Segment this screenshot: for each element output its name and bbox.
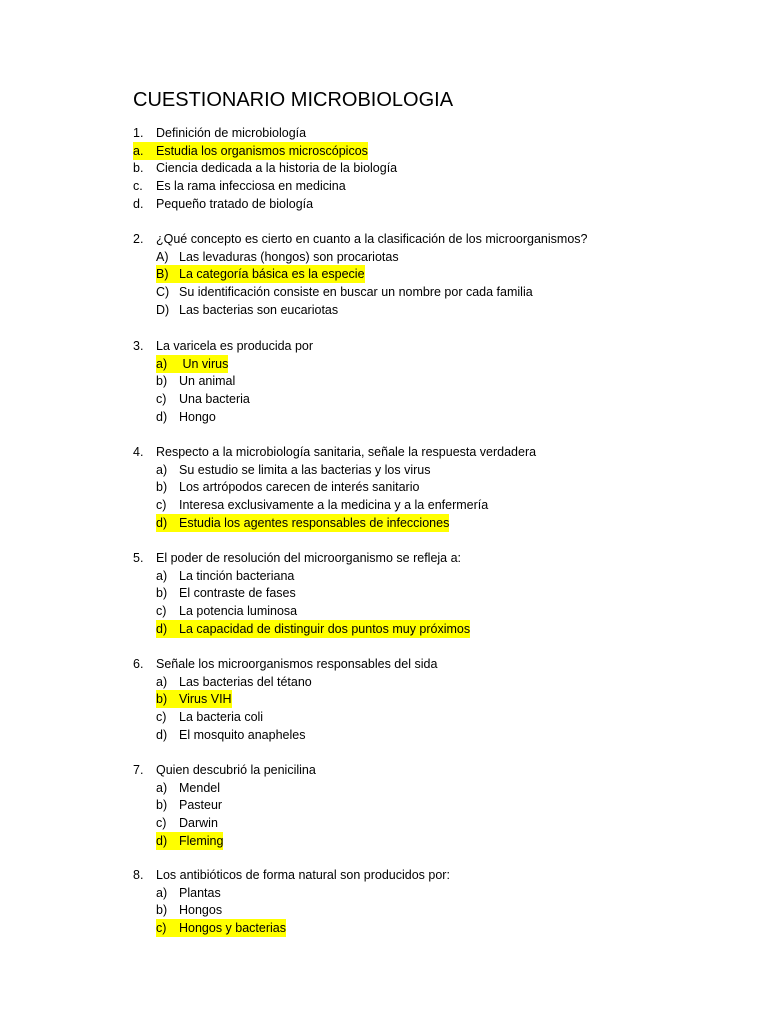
question-2-option-4-marker: D) bbox=[156, 302, 170, 317]
question-3-option-4-text: Hongo bbox=[179, 409, 216, 424]
question-2-option-2-marker: B) bbox=[156, 265, 179, 283]
question-2-text: ¿Qué concepto es cierto en cuanto a la clasificación de los microorganismos? bbox=[156, 232, 588, 246]
question-2-option-1-marker: A) bbox=[156, 249, 169, 264]
question-4-option-1-marker: a) bbox=[156, 462, 168, 477]
question-8-option-1-text: Plantas bbox=[179, 885, 221, 900]
question-4-option-4-marker: d) bbox=[156, 514, 179, 532]
question-2-option-3-marker: C) bbox=[156, 285, 170, 300]
question-5-option-2-marker: b) bbox=[156, 586, 168, 601]
question-4-option-1-text: Su estudio se limita a las bacterias y los virus bbox=[179, 462, 431, 477]
question-8-option-2-marker: b) bbox=[156, 903, 168, 918]
question-6-option-3-marker: c) bbox=[156, 710, 167, 725]
question-6-option-4-text: El mosquito anapheles bbox=[179, 727, 306, 742]
question-8-option-3-marker: c) bbox=[156, 919, 179, 937]
question-3-option-3-marker: c) bbox=[156, 392, 167, 407]
question-5-option-1-marker: a) bbox=[156, 568, 168, 583]
question-7-option-2-text: Pasteur bbox=[179, 798, 223, 813]
question-3-option-1-marker: a) bbox=[156, 355, 179, 373]
question-5-option-2-text: El contraste de fases bbox=[179, 586, 296, 601]
question-2-option-3-text: Su identificación consiste en buscar un nombre por cada familia bbox=[179, 285, 533, 300]
question-1-option-3-text: Es la rama infecciosa en medicina bbox=[156, 179, 346, 194]
question-6-option-2-marker: b) bbox=[156, 690, 179, 708]
question-3-text: La varicela es producida por bbox=[156, 339, 314, 353]
question-5-option-3-text: La potencia luminosa bbox=[179, 604, 298, 619]
question-3-marker: 3. bbox=[133, 339, 144, 353]
question-4-option-2-text: Los artrópodos carecen de interés sanitario bbox=[179, 480, 420, 495]
question-7-option-3-marker: c) bbox=[156, 816, 167, 831]
question-5-option-3-marker: c) bbox=[156, 604, 167, 619]
question-1-option-2-marker: b. bbox=[133, 161, 144, 176]
question-4-option-4-text: Estudia los agentes responsables de infecciones bbox=[179, 515, 450, 530]
question-7-option-1-marker: a) bbox=[156, 780, 168, 795]
question-8-option-1-marker: a) bbox=[156, 885, 168, 900]
question-3-option-2-text: Un animal bbox=[179, 374, 236, 389]
question-4-marker: 4. bbox=[133, 445, 144, 459]
question-4-text: Respecto a la microbiología sanitaria, señale la respuesta verdadera bbox=[156, 445, 537, 459]
question-5-option-4-marker: d) bbox=[156, 620, 179, 638]
question-7-option-1-text: Mendel bbox=[179, 780, 220, 795]
question-7-marker: 7. bbox=[133, 763, 144, 777]
document-title: CUESTIONARIO MICROBIOLOGIA bbox=[133, 89, 454, 111]
question-6-option-3-text: La bacteria coli bbox=[179, 710, 264, 725]
question-2-option-2-text: La categoría básica es la especie bbox=[179, 267, 365, 282]
question-2-option-4-text: Las bacterias son eucariotas bbox=[179, 302, 339, 317]
question-6-option-4-marker: d) bbox=[156, 727, 168, 742]
question-5-option-4-text: La capacidad de distinguir dos puntos muy próximos bbox=[179, 621, 471, 636]
question-5-option-1-text: La tinción bacteriana bbox=[179, 568, 295, 583]
question-1-option-3-marker: c. bbox=[133, 179, 143, 194]
question-7-option-3-text: Darwin bbox=[179, 816, 218, 831]
question-2-option-1-text: Las levaduras (hongos) son procariotas bbox=[179, 249, 399, 264]
question-5-text: El poder de resolución del microorganismo se refleja a: bbox=[156, 551, 462, 565]
question-7-option-4-text: Fleming bbox=[179, 833, 224, 848]
question-6-option-2-text: Virus VIH bbox=[179, 692, 232, 707]
question-8-option-3-text: Hongos y bacterias bbox=[179, 921, 287, 936]
question-3-option-4-marker: d) bbox=[156, 409, 168, 424]
question-7-option-2-marker: b) bbox=[156, 798, 168, 813]
question-6-option-1-text: Las bacterias del tétano bbox=[179, 674, 312, 689]
question-3-option-1-text: Un virus bbox=[179, 356, 229, 371]
question-8-marker: 8. bbox=[133, 868, 144, 882]
question-7-text: Quien descubrió la penicilina bbox=[156, 763, 316, 777]
question-1-option-1-marker: a. bbox=[133, 142, 156, 160]
question-1-marker: 1. bbox=[133, 126, 144, 140]
question-8-text: Los antibióticos de forma natural son producidos por: bbox=[156, 868, 450, 882]
question-1-option-2-text: Ciencia dedicada a la historia de la biología bbox=[156, 161, 398, 176]
question-3-option-3-text: Una bacteria bbox=[179, 392, 250, 407]
question-6-option-1-marker: a) bbox=[156, 674, 168, 689]
question-5-marker: 5. bbox=[133, 551, 144, 565]
question-7-option-4-marker: d) bbox=[156, 832, 179, 850]
question-1-text: Definición de microbiología bbox=[156, 126, 307, 140]
question-4-option-3-text: Interesa exclusivamente a la medicina y a la enfermería bbox=[179, 498, 489, 513]
question-1-option-1-text: Estudia los organismos microscópicos bbox=[156, 143, 368, 158]
question-8-option-2-text: Hongos bbox=[179, 903, 223, 918]
question-4-option-2-marker: b) bbox=[156, 480, 168, 495]
question-1-option-4-text: Pequeño tratado de biología bbox=[156, 196, 314, 211]
question-2-marker: 2. bbox=[133, 232, 144, 246]
question-6-text: Señale los microorganismos responsables del sida bbox=[156, 657, 438, 671]
question-1-option-4-marker: d. bbox=[133, 196, 144, 211]
question-4-option-3-marker: c) bbox=[156, 498, 167, 513]
question-3-option-2-marker: b) bbox=[156, 374, 168, 389]
question-6-marker: 6. bbox=[133, 657, 144, 671]
